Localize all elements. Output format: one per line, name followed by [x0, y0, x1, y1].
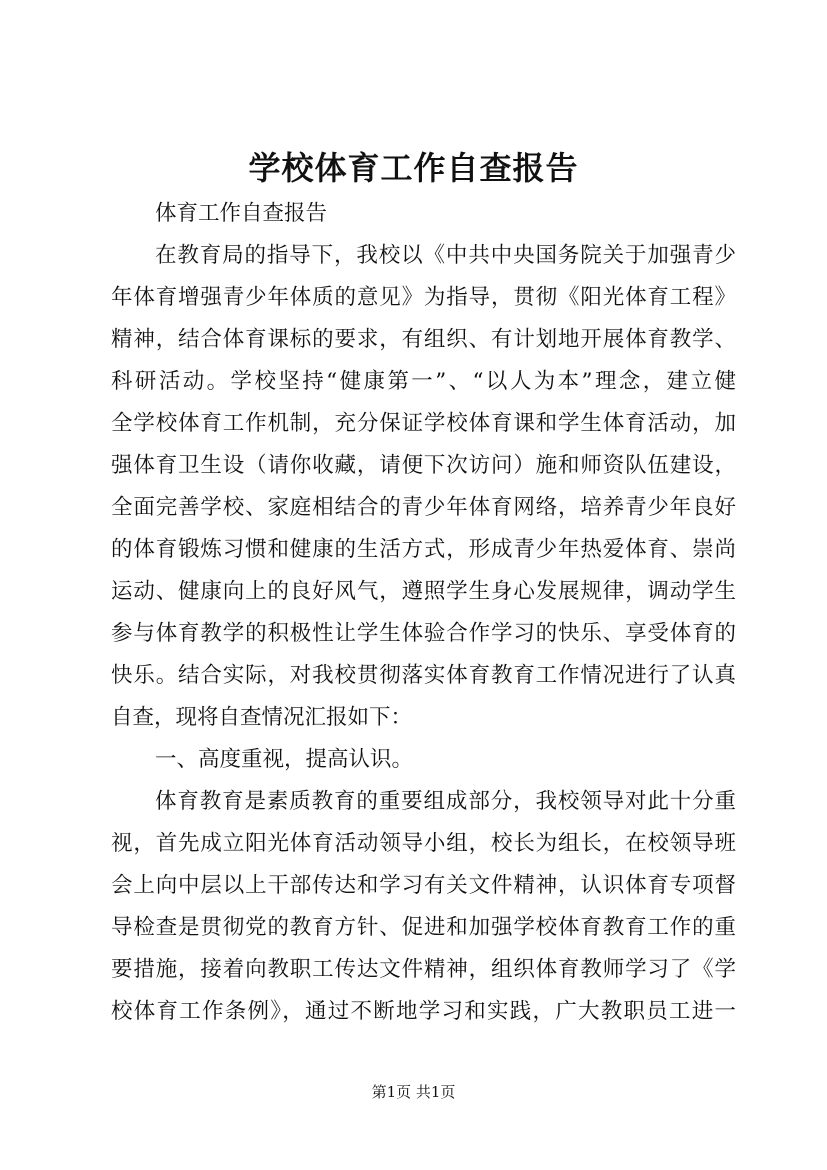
document-body: [111, 193, 736, 1033]
section-heading: 一、高度重视，提高认识。: [155, 747, 414, 772]
paragraph-line: 导检查是贯彻党的教育方针、促进和加强学校体育教育工作的重: [111, 915, 736, 940]
page-number-footer: 第1页 共1页: [371, 1083, 456, 1101]
paragraph-line: 视，首先成立阳光体育活动领导小组，校长为组长，在校领导班: [111, 831, 736, 856]
document-title: 学校体育工作自查报告: [248, 149, 579, 187]
paragraph-line: 参与体育教学的积极性让学生体验合作学习的快乐、享受体育的: [111, 621, 736, 646]
paragraph-line: 全面完善学校、家庭相结合的青少年体育网络，培养青少年良好: [111, 495, 736, 520]
paragraph-line: 精神，结合体育课标的要求，有组织、有计划地开展体育教学、: [111, 327, 736, 352]
paragraph-line: 校体育工作条例》，通过不断地学习和实践，广大教职员工进一: [111, 999, 736, 1024]
paragraph-line: 要措施，接着向教职工传达文件精神，组织体育教师学习了《学: [111, 957, 736, 982]
paragraph-line: 运动、健康向上的良好风气，遵照学生身心发展规律，调动学生: [111, 579, 736, 604]
paragraph-line: 自查，现将自查情况汇报如下：: [111, 705, 413, 730]
paragraph-line: 在教育局的指导下，我校以《中共中央国务院关于加强青少: [155, 243, 736, 268]
paragraph-line: 会上向中层以上干部传达和学习有关文件精神，认识体育专项督: [111, 873, 736, 898]
paragraph-line: 全学校体育工作机制，充分保证学校体育课和学生体育活动，加: [111, 411, 736, 436]
paragraph-line: 科研活动。学校坚持“健康第一”、“以人为本”理念，建立健: [111, 369, 736, 394]
paragraph-line: 体育教育是素质教育的重要组成部分，我校领导对此十分重: [155, 789, 736, 814]
paragraph-line: 强体育卫生设（请你收藏，请便下次访问）施和师资队伍建设，: [111, 453, 736, 478]
paragraph-line: 快乐。结合实际，对我校贯彻落实体育教育工作情况进行了认真: [111, 663, 736, 688]
subtitle-line: 体育工作自查报告: [155, 201, 328, 226]
paragraph-line: 的体育锻炼习惯和健康的生活方式，形成青少年热爱体育、崇尚: [111, 537, 736, 562]
paragraph-line: 年体育增强青少年体质的意见》为指导，贯彻《阳光体育工程》: [111, 285, 736, 310]
